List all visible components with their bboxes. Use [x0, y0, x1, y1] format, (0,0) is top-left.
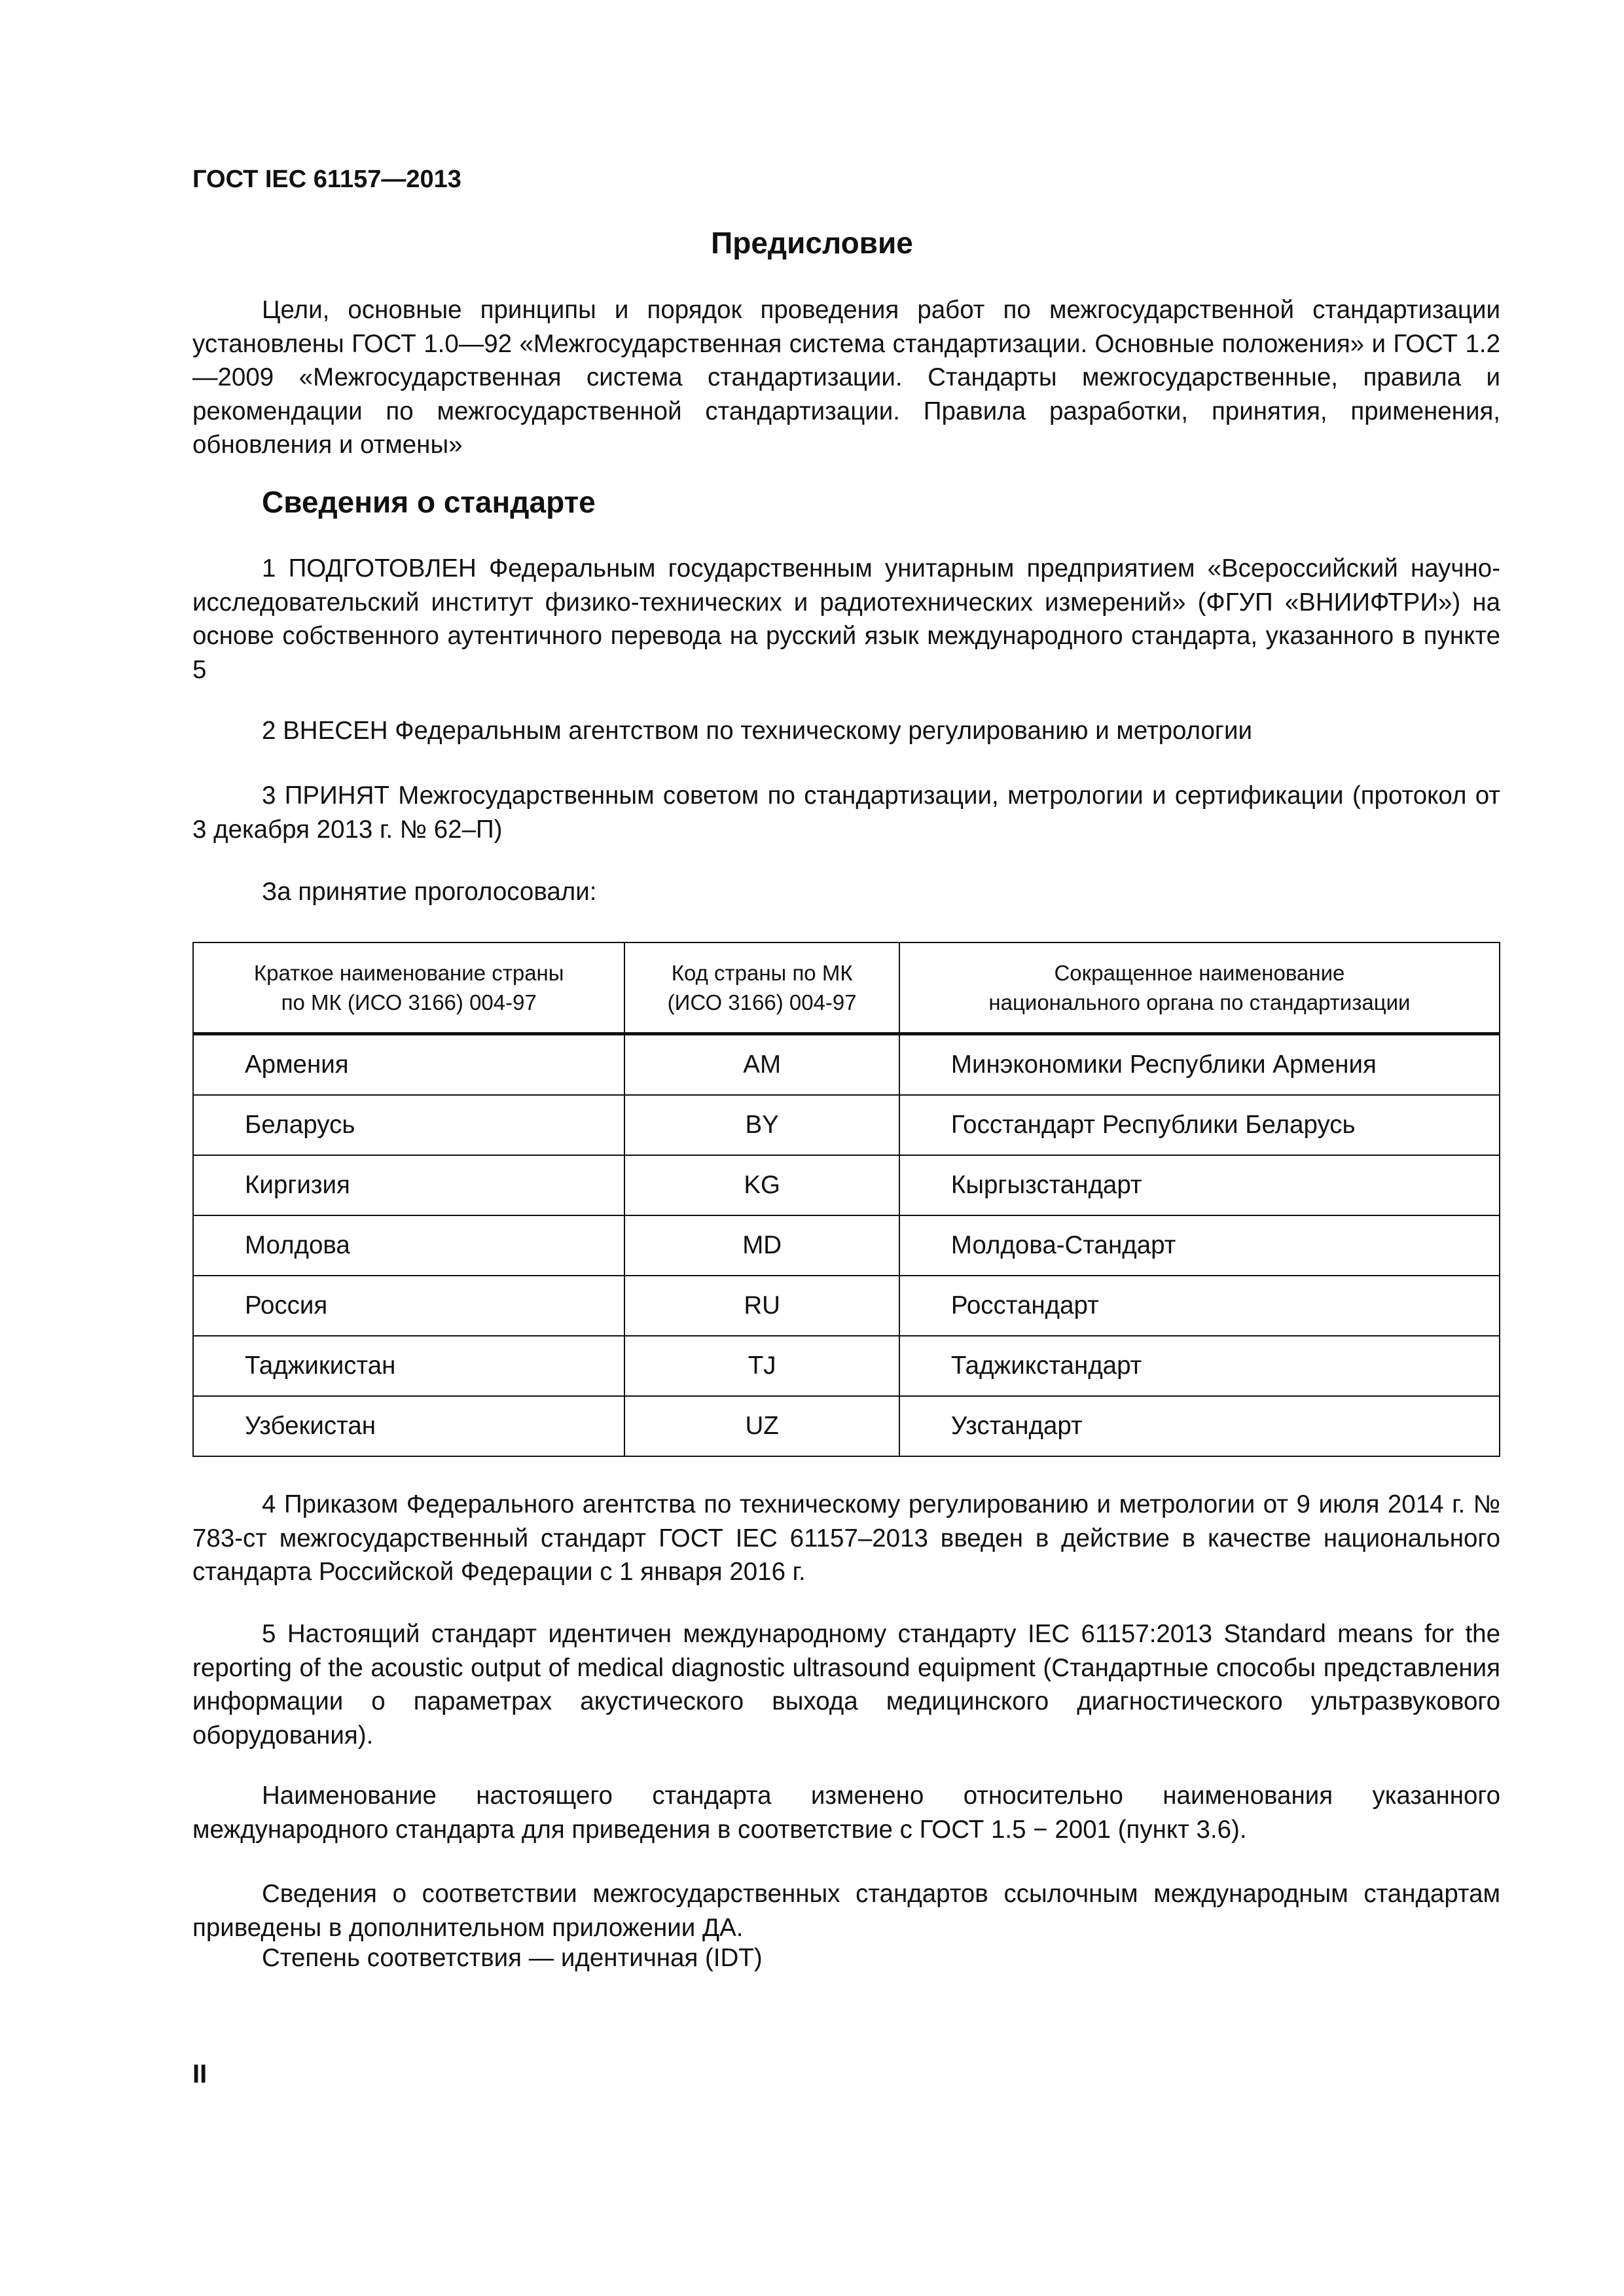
- header-national-body: Сокращенное наименование национального органа по стандартизации: [899, 942, 1500, 1034]
- body-cell: Кыргызстандарт: [899, 1155, 1500, 1215]
- body-cell: Росстандарт: [899, 1276, 1500, 1336]
- body-cell: Узстандарт: [899, 1396, 1500, 1456]
- body-cell: Таджикстандарт: [899, 1336, 1500, 1396]
- body-cell: Минэкономики Республики Армения: [899, 1034, 1500, 1096]
- table-header-row: [193, 942, 1500, 1034]
- country-cell: Беларусь: [193, 1095, 624, 1155]
- table-row: [193, 1155, 1500, 1215]
- country-cell: Таджикистан: [193, 1336, 624, 1396]
- info-item-3: 3 ПРИНЯТ Межгосударственным советом по стандартизации, метрологии и сертификации (протокол от 3 декабря 2013 г. № 62–П): [192, 781, 1500, 844]
- table-row: [193, 1336, 1500, 1396]
- code-cell: MD: [624, 1215, 899, 1276]
- country-cell: Молдова: [193, 1215, 624, 1276]
- name-change-note: Наименование настоящего стандарта изменено относительно наименования указанного международного стандарта для приведения в соответствие с ГОСТ 1.5 − 2001 (пункт 3.6).: [192, 1782, 1500, 1844]
- info-item-1: 1 ПОДГОТОВЛЕН Федеральным государственным унитарным предприятием «Всероссийский научно-исследовательский институт физико-технических и радиотехнических измерений» (ФГУП «ВНИИФТРИ») на основе собственного аутентичного перевода на русский язык международного стандарта, указанного в пункте 5: [192, 554, 1500, 684]
- table-row: [193, 1034, 1500, 1096]
- preface-text: Цели, основные принципы и порядок проведения работ по межгосударственной стандартизации установлены ГОСТ 1.0—92 «Межгосударственная система стандартизации. Основные положения» и ГОСТ 1.2—2009 «Межгосударственная система стандартизации. Стандарты межгосударственные, правила и рекомендации по межгосударственной стандартизации. Правила разработки, принятия, применения, обновления и отмены»: [192, 296, 1500, 459]
- header-country-code: Код страны по МК (ИСО 3166) 004-97: [624, 942, 899, 1034]
- code-cell: RU: [624, 1276, 899, 1336]
- voting-countries-table: [192, 942, 1500, 1457]
- info-item-2: 2 ВНЕСЕН Федеральным агентством по техническому регулированию и метрологии: [262, 717, 1252, 745]
- country-cell: Узбекистан: [193, 1396, 624, 1456]
- standard-info-title: Сведения о стандарте: [262, 485, 596, 519]
- code-cell: BY: [624, 1095, 899, 1155]
- table-row: [193, 1396, 1500, 1456]
- table-row: [193, 1095, 1500, 1155]
- compliance-degree: Степень соответствия — идентичная (IDT): [262, 1944, 763, 1972]
- page-number: II: [192, 2060, 208, 2089]
- preface-title: Предисловие: [711, 226, 913, 260]
- info-item-5: 5 Настоящий стандарт идентичен международному стандарту IEC 61157:2013 Standard means for the reporting of the acoustic output of medical diagnostic ultrasound equipment (Стандартные способы представления информации о параметрах акустического выхода медицинского диагностического ультразвукового оборудования).: [192, 1620, 1500, 1749]
- body-cell: Молдова-Стандарт: [899, 1215, 1500, 1276]
- document-code-header: ГОСТ IEC 61157—2013: [192, 166, 461, 193]
- country-cell: Армения: [193, 1034, 624, 1096]
- table-row: [193, 1276, 1500, 1336]
- code-cell: KG: [624, 1155, 899, 1215]
- voted-label: За принятие проголосовали:: [262, 878, 597, 906]
- code-cell: UZ: [624, 1396, 899, 1456]
- info-item-4: 4 Приказом Федерального агентства по техническому регулированию и метрологии от 9 июля 2014 г. № 783-ст межгосударственный стандарт ГОСТ IEC 61157–2013 введен в действие в качестве национального стандарта Российской Федерации с 1 января 2016 г.: [192, 1490, 1500, 1586]
- table-row: [193, 1215, 1500, 1276]
- body-cell: Госстандарт Республики Беларусь: [899, 1095, 1500, 1155]
- code-cell: TJ: [624, 1336, 899, 1396]
- code-cell: AM: [624, 1034, 899, 1096]
- country-cell: Россия: [193, 1276, 624, 1336]
- country-cell: Киргизия: [193, 1155, 624, 1215]
- references-note: Сведения о соответствии межгосударственных стандартов ссылочным международным стандартам приведены в дополнительном приложении ДА.: [192, 1880, 1500, 1942]
- header-country-name: Краткое наименование страны по МК (ИСО 3166) 004-97: [193, 942, 624, 1034]
